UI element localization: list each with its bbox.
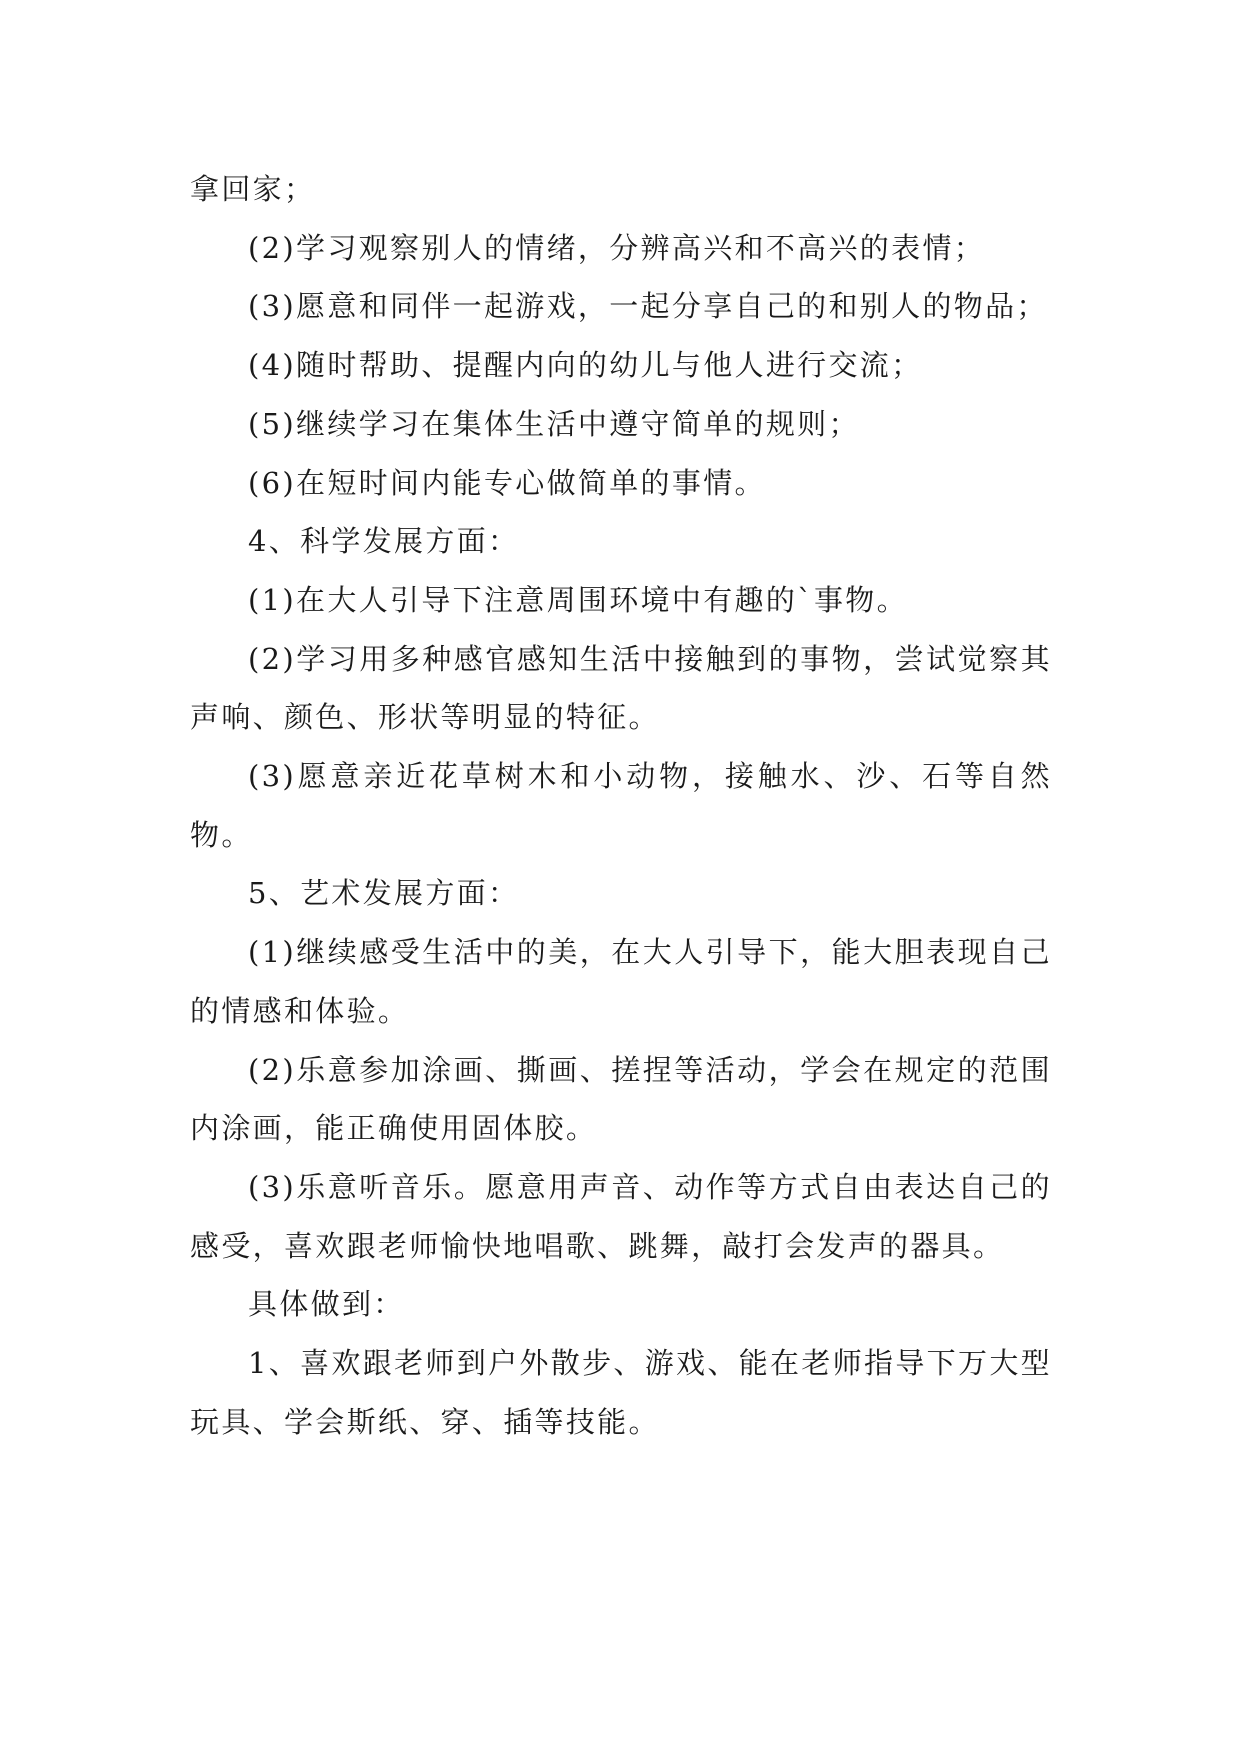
section-heading: 4、科学发展方面： (248, 524, 520, 559)
paragraph: (5)继续学习在集体生活中遵守简单的规则； (248, 406, 860, 441)
paragraph: (2)乐意参加涂画、撕画、搓捏等活动，学会在规定的范围内涂画，能正确使用固体胶。 (190, 1052, 1052, 1146)
paragraph: (6)在短时间内能专心做简单的事情。 (248, 465, 766, 500)
paragraph: 拿回家； (190, 172, 316, 206)
paragraph: (3)愿意亲近花草树木和小动物，接触水、沙、石等自然物。 (190, 759, 1052, 852)
paragraph: (4)随时帮助、提醒内向的幼儿与他人进行交流； (248, 348, 923, 383)
paragraph: (2)学习观察别人的情绪，分辨高兴和不高兴的表情； (248, 230, 986, 265)
section-heading: 5、艺术发展方面： (248, 876, 520, 911)
paragraph: (2)学习用多种感官感知生活中接触到的事物，尝试觉察其声响、颜色、形状等明显的特征。 (190, 641, 1052, 735)
paragraph: (1)继续感受生活中的美，在大人引导下，能大胆表现自己的情感和体验。 (190, 935, 1052, 1028)
paragraph: (1)在大人引导下注意周围环境中有趣的`事物。 (248, 582, 908, 617)
paragraph: (3)乐意听音乐。愿意用声音、动作等方式自由表达自己的感受，喜欢跟老师愉快地唱歌、跳舞，敲打会发声的器具。 (190, 1169, 1052, 1263)
paragraph: (3)愿意和同伴一起游戏，一起分享自己的和别人的物品； (248, 289, 1048, 324)
section-heading: 具体做到： (248, 1287, 405, 1322)
body-text (190, 160, 1052, 1451)
paragraph: 1、喜欢跟老师到户外散步、游戏、能在老师指导下万大型玩具、学会斯纸、穿、插等技能。 (190, 1346, 1052, 1439)
